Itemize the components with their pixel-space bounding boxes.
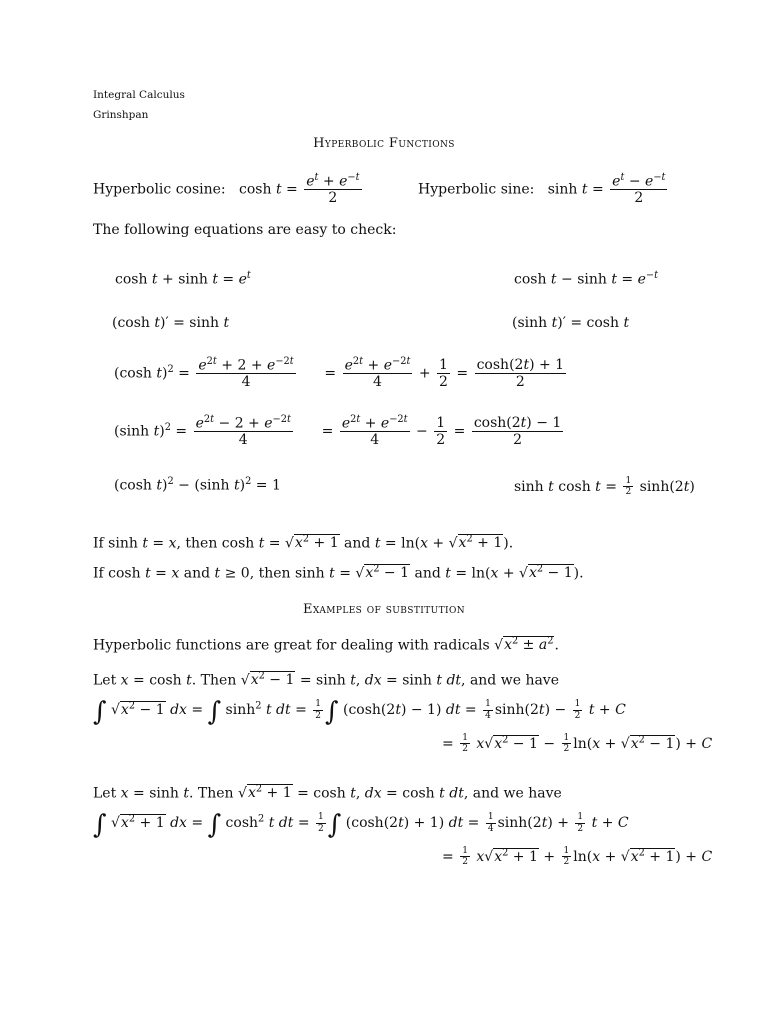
example1-setup: Let x = cosh t. Then $√x^2 - 1 = \sinh t$, dx = sinh t dt, and we have	[93, 671, 559, 689]
derivative-cosh: (cosh t)′ = sinh t	[112, 315, 230, 331]
cosh-label: Hyperbolic cosine:	[93, 181, 226, 198]
cosh-fraction: $\frac{e^t + e^{-t}}{2}$	[306, 172, 360, 207]
example2-line2: = $\frac{1}{2}$ $x√x^2 + 1$ + $\frac{1}{2}$ $\ln(x + √x^2 + 1) + C$	[442, 846, 713, 868]
derivative-sinh: (sinh t)′ = cosh t	[512, 315, 630, 331]
inverse-cosh: If cosh t = x and t ≥ 0, then $\sinh t = √x^2 - 1$ and $t = \ln(x + √x^2 - 1)$.	[93, 564, 584, 582]
examples-title: Examples of substitution	[302, 602, 466, 617]
examples-intro: Hyperbolic functions are great for dealing with radicals $√x^2 \pm a^2$.	[93, 636, 559, 654]
cosh-definition: Hyperbolic cosine: cosh t = $\frac{e^t + e^{-t}}{2}$	[93, 172, 360, 207]
sinh-definition: Hyperbolic sine: sinh t = $\frac{e^t - e^{-t}}{2}$	[418, 172, 666, 207]
cosh-squared: (cosh t)$^2$ = $\frac{e^{2t} + 2 + e^{-2t}}{4}$ = $\frac{e^{2t} + e^{-2t}}{4}$ + $\frac{1}{2}$ = $\frac{\cosh(2t) + 1}{2}$	[114, 356, 565, 391]
identity-sum: $\cosh t + \sinh t = e^t$	[115, 270, 251, 288]
course-name: Integral Calculus	[93, 89, 185, 101]
example1-line1: ∫ $√x^2 - 1$ dx = ∫ $\sinh^2 t$ dt = $\frac{1}{2}$ ∫ (cosh(2t) − 1) dt = $\frac{1}{4}$ sinh(2t) − $\frac{1}{2}$ t + C	[93, 697, 626, 727]
identities-intro: The following equations are easy to check:	[93, 222, 397, 238]
sinh-fraction: $\frac{e^t - e^{-t}}{2}$	[612, 172, 666, 207]
pythagorean-identity: (cosh t)$^2$ − (sinh t)$^2$ = 1	[114, 476, 281, 494]
example2-line1: ∫ $√x^2 + 1$ dx = ∫ $\cosh^2 t$ dt = $\frac{1}{2}$ ∫ (cosh(2t) + 1) dt = $\frac{1}{4}$ sinh(2t) + $\frac{1}{2}$ t + C	[93, 810, 629, 840]
example2-setup: Let x = sinh t. Then $√x^2 + 1 = \cosh t$, dx = cosh t dt, and we have	[93, 784, 562, 802]
sinh-squared: (sinh t)$^2$ = $\frac{e^{2t} - 2 + e^{-2t}}{4}$ = $\frac{e^{2t} + e^{-2t}}{4}$ − $\frac{1}{2}$ = $\frac{\cosh(2t) - 1}{2}$	[114, 414, 562, 449]
identity-diff: $\cosh t - \sinh t = e^{-t}$	[514, 270, 659, 288]
example1-line2: = $\frac{1}{2}$ $x√x^2 - 1$ − $\frac{1}{2}$ $\ln(x + √x^2 - 1) + C$	[442, 733, 713, 755]
page-title: Hyperbolic Functions	[313, 136, 455, 151]
inverse-sinh: If sinh t = x, then $\cosh t = √x^2 + 1$ and $t = \ln(x + √x^2 + 1)$.	[93, 534, 514, 552]
author-name: Grinshpan	[93, 109, 149, 121]
double-angle-identity: sinh t cosh t = $\frac{1}{2}$ sinh(2t)	[514, 476, 695, 498]
sinh-label: Hyperbolic sine:	[418, 181, 535, 198]
